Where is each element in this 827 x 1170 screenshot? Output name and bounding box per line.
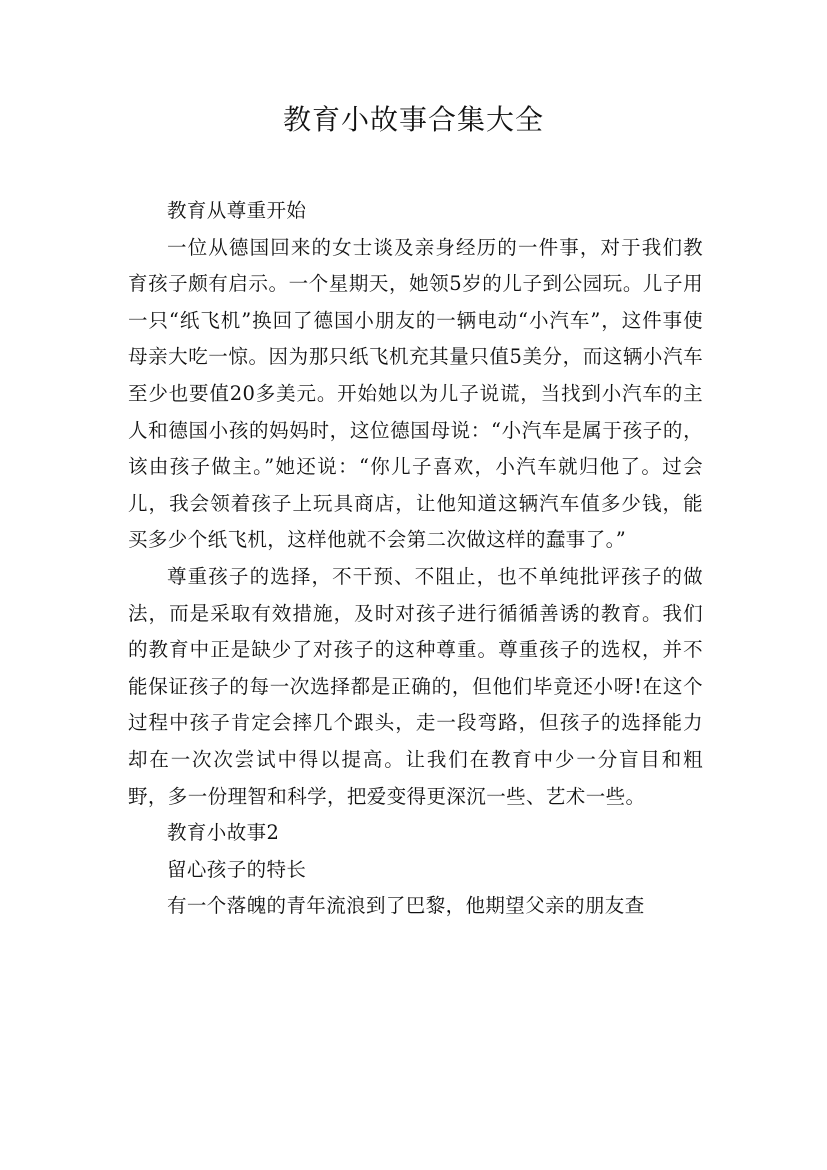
paragraph: 一位从德国回来的女士谈及亲身经历的一件事，对于我们教育孩子颇有启示。一个星期天，她领5岁的儿子到公园玩。儿子用一只“纸飞机”换回了德国小朋友的一辆电动“小汽车”，这件事使母亲大吃一惊。因为那只纸飞机充其量只值5美分，而这辆小汽车至少也要值20多美元。开始她以为儿子说谎，当找到小汽车的主人和德国小孩的妈妈时，这位德国母说：“小汽车是属于孩子的，该由孩子做主。”她还说：“你儿子喜欢，小汽车就归他了。过会儿，我会领着孩子上玩具商店，让他知道这辆汽车值多少钱，能买多少个纸飞机，这样他就不会第二次做这样的蠢事了。” — [128, 235, 703, 552]
paragraph: 有一个落魄的青年流浪到了巴黎，他期望父亲的朋友查 — [167, 894, 645, 918]
document-body — [128, 193, 703, 925]
section-heading: 教育从尊重开始 — [167, 199, 307, 222]
section-heading: 教育小故事2 — [167, 821, 280, 845]
document-title: 教育小故事合集大全 — [282, 103, 544, 136]
paragraph: 尊重孩子的选择，不干预、不阻止，也不单纯批评孩子的做法，而是采取有效措施，及时对孩子进行循循善诱的教育。我们的教育中正是缺少了对孩子的这种尊重。尊重孩子的选权，并不能保证孩子的每一次选择都是正确的，但他们毕竟还小呀!在这个过程中孩子肯定会摔几个跟头，走一段弯路，但孩子的选择能力却在一次次尝试中得以提高。让我们在教育中少一分盲目和粗野，多一份理智和科学，把爱变得更深沉一些、艺术一些。 — [128, 564, 703, 808]
section-heading: 留心孩子的特长 — [167, 857, 307, 881]
